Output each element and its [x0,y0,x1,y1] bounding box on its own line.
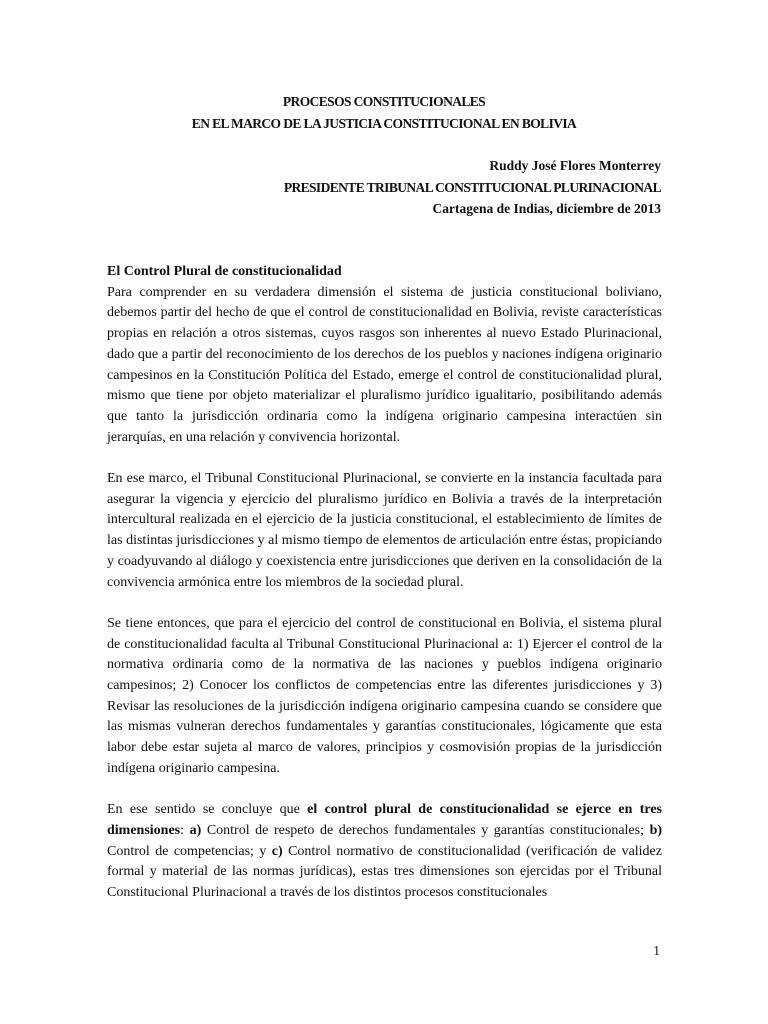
p4-text-1: En ese sentido se concluye que [107,802,308,818]
p4-bold-c: c) [271,843,283,859]
p4-text-4: Control de competencias; y [107,843,272,859]
p4-bold-b: b) [649,822,663,838]
paragraph-2: En ese marco, el Tribunal Constitucional Plurinacional, se convierte en la instancia facultada para asegurar la vigencia y ejercicio del pluralismo jurídico en Bolivia a través de la interpretación intercultural realizada en el ejercicio de la justicia constitucional, el establecimiento de límites de las distintas jurisdicciones y al mismo tiempo de elementos de articulación entre éstas, propiciando y coadyuvando al diálogo y coexistencia entre jurisdicciones que deriven en la consolidación de la convivencia armónica entre los miembros de la sociedad plural. [107,471,662,590]
document-body [107,262,662,924]
page-number: 1 [653,943,660,958]
p4-text-5: Control normativo de constitucionalidad (verificación de validez formal y material de las normas jurídicas), estas tres dimensiones son ejercidas por el Tribunal Constitucional Plurinacional a través de los distintos procesos constitucionales [107,843,662,901]
paragraph-4 [107,800,662,904]
p4-bold-1: el control plural de constitucionalidad se ejerce en tres dimensiones [107,802,662,838]
paragraph-1 [107,262,662,448]
author-name: Ruddy José Flores Monterrey [489,158,661,173]
section-heading: El Control Plural de constitucionalidad [107,264,342,279]
p4-text-3: Control de respeto de derechos fundamentales y garantías constitucionales; [201,822,650,838]
document-title-line2: EN EL MARCO DE LA JUSTICIA CONSTITUCIONAL EN BOLIVIA [191,116,577,131]
author-place-date: Cartagena de Indias, diciembre de 2013 [432,201,661,216]
document-title-line1: PROCESOS CONSTITUCIONALES [282,94,486,109]
paragraph-3: Se tiene entonces, que para el ejercicio del control de constitucional en Bolivia, el sistema plural de constitucionalidad faculta al Tribunal Constitucional Plurinacional a: 1) Ejercer el control de la normativa ordinaria como de la normativa de las naciones y pueblos indígena originario campesinos; 2) Conocer los conflictos de competencias entre las diferentes jurisdicciones y 3) Revisar las resoluciones de la jurisdicción indígena originario campesina cuando se considere que las mismas vulneran derechos fundamentales y garantías constitucionales, lógicamente que esta labor debe estar sujeta al marco de valores, principios y cosmovisión propias de la jurisdicción indígena originario campesina. [107,615,662,776]
p4-bold-a: a) [189,822,202,838]
paragraph-1-text: Para comprender en su verdadera dimensión el sistema de justicia constitucional boliviano, debemos partir del hecho de que el control de constitucionalidad en Bolivia, reviste características propias en relación a otros sistemas, cuyos rasgos son inherentes al nuevo Estado Plurinacional, dado que a partir del reconocimiento de los derechos de los pueblos y naciones indígena originario campesinos en la Constitución Política del Estado, emerge el control de constitucionalidad plural, mismo que tiene por objeto materializar el pluralismo jurídico igualitario, posibilitando además que tanto la jurisdicción ordinaria como la indígena originario campesina interactúen sin jerarquías, en una relación y convivencia horizontal. [107,284,662,445]
p4-text-2: : [180,822,190,838]
author-role: PRESIDENTE TRIBUNAL CONSTITUCIONAL PLURINACIONAL [283,180,661,195]
